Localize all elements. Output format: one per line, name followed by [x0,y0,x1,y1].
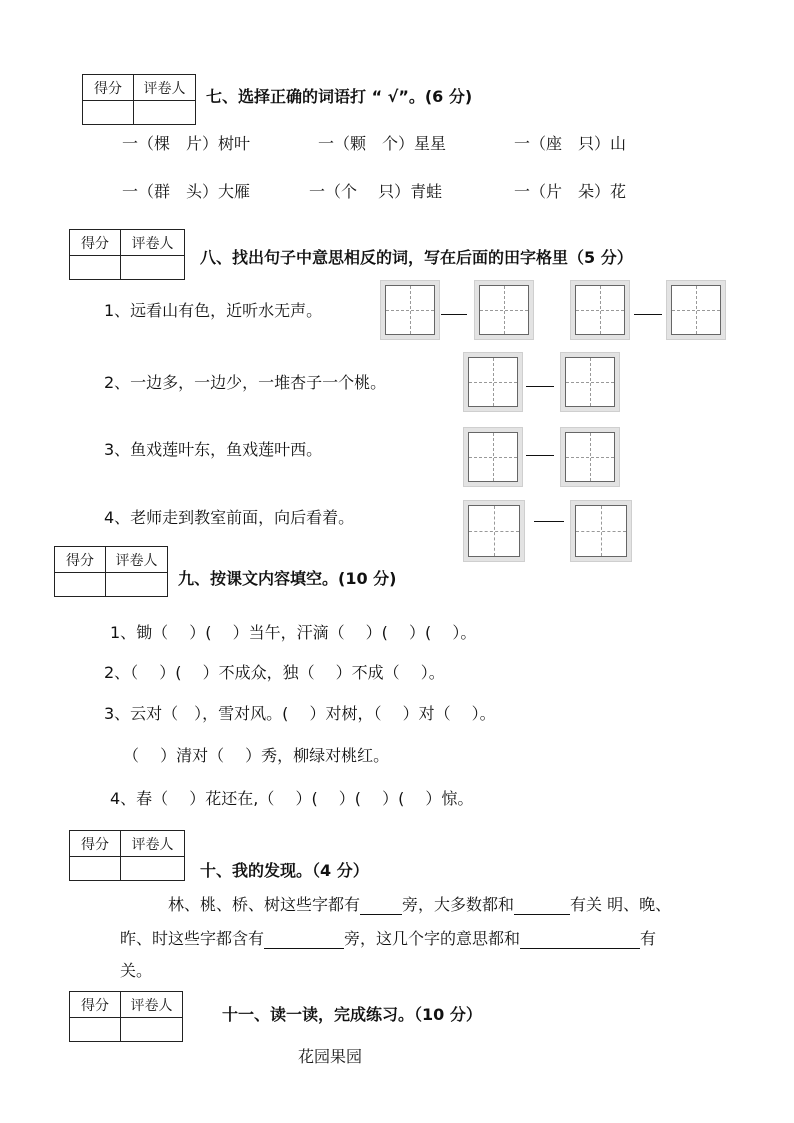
s7-option[interactable]: 一（座 只）山 [514,134,627,153]
score-cell[interactable] [55,573,106,597]
text: 有 [640,929,657,948]
s7-option[interactable]: 一（个 只）青蛙 [309,182,443,201]
text: 有关 明、晚、 [570,895,672,914]
s7-option[interactable]: 一（群 头）大雁 [122,182,251,201]
score-table-10 [69,830,185,881]
grader-cell[interactable] [121,857,185,881]
section-9-title: 九、按课文内容填空。(10 分) [178,569,397,588]
grader-label: 评卷人 [106,547,168,573]
tianzige-box[interactable] [380,280,440,340]
grader-label: 评卷人 [134,75,196,101]
s7-option[interactable]: 一（棵 片）树叶 [122,134,251,153]
s7-option[interactable]: 一（颗 个）星星 [318,134,447,153]
grader-label: 评卷人 [121,230,185,256]
s10-paragraph-line-2 [120,926,656,949]
grader-cell[interactable] [106,573,168,597]
s9-line[interactable]: 4、春（ ）花还在,（ ）( ）( ）( ）惊。 [110,789,474,808]
dash-separator [526,386,554,387]
tianzige-box[interactable] [570,500,632,562]
s9-line[interactable]: 3、云对（ ），雪对风。( ）对树，（ ）对（ ）。 [104,704,496,723]
s9-line[interactable]: （ ）清对（ ）秀，柳绿对桃红。 [123,746,390,765]
tianzige-box[interactable] [560,427,620,487]
score-label: 得分 [55,547,106,573]
text: 昨、时这些字都含有 [120,929,265,948]
grader-cell[interactable] [121,1018,183,1042]
tianzige-box[interactable] [463,427,523,487]
score-label: 得分 [70,230,121,256]
score-table-9 [54,546,168,597]
score-label: 得分 [70,992,121,1018]
s10-paragraph-line-1 [168,892,671,915]
text: 旁，这几个字的意思都和 [344,929,521,948]
text: 旁，大多数都和 [402,895,515,914]
score-cell[interactable] [70,857,121,881]
section-7-title: 七、选择正确的词语打 “ √”。(6 分) [206,87,473,106]
score-cell[interactable] [70,1018,121,1042]
score-table-7 [82,74,196,125]
answer-blank[interactable] [514,898,570,915]
grader-label: 评卷人 [121,992,183,1018]
section-8-title: 八、找出句子中意思相反的词，写在后面的田字格里（5 分） [200,248,633,267]
answer-blank[interactable] [360,898,402,915]
dash-separator [634,314,662,315]
tianzige-box[interactable] [474,280,534,340]
passage-title: 花园果园 [298,1047,363,1066]
text: 林、桃、桥、树这些字都有 [168,895,361,914]
tianzige-box[interactable] [463,500,525,562]
score-cell[interactable] [83,101,134,125]
s8-item: 2、一边多，一边少，一堆杏子一个桃。 [104,373,387,392]
grader-cell[interactable] [134,101,196,125]
s8-item: 4、老师走到教室前面，向后看着。 [104,508,355,527]
dash-separator [534,521,564,522]
section-11-title: 十一、读一读，完成练习。（10 分） [222,1005,482,1024]
s8-item: 1、远看山有色，近听水无声。 [104,301,323,320]
grader-label: 评卷人 [121,831,185,857]
score-table-8 [69,229,185,280]
answer-blank[interactable] [264,932,344,949]
dash-separator [526,455,554,456]
s7-option[interactable]: 一（片 朵）花 [514,182,627,201]
grader-cell[interactable] [121,256,185,280]
score-label: 得分 [83,75,134,101]
dash-separator [441,314,467,315]
score-label: 得分 [70,831,121,857]
section-10-title: 十、我的发现。（4 分） [200,861,369,880]
tianzige-box[interactable] [560,352,620,412]
score-cell[interactable] [70,256,121,280]
s9-line[interactable]: 2、（ ）( ）不成众，独（ ）不成（ ）。 [104,663,445,682]
answer-blank[interactable] [520,932,640,949]
tianzige-box[interactable] [666,280,726,340]
s8-item: 3、鱼戏莲叶东，鱼戏莲叶西。 [104,440,323,459]
s10-paragraph-line-3: 关。 [120,961,153,980]
tianzige-box[interactable] [463,352,523,412]
s9-line[interactable]: 1、锄（ ）( ）当午，汗滴（ ）( ）( ）。 [110,623,477,642]
tianzige-box[interactable] [570,280,630,340]
score-table-11 [69,991,183,1042]
